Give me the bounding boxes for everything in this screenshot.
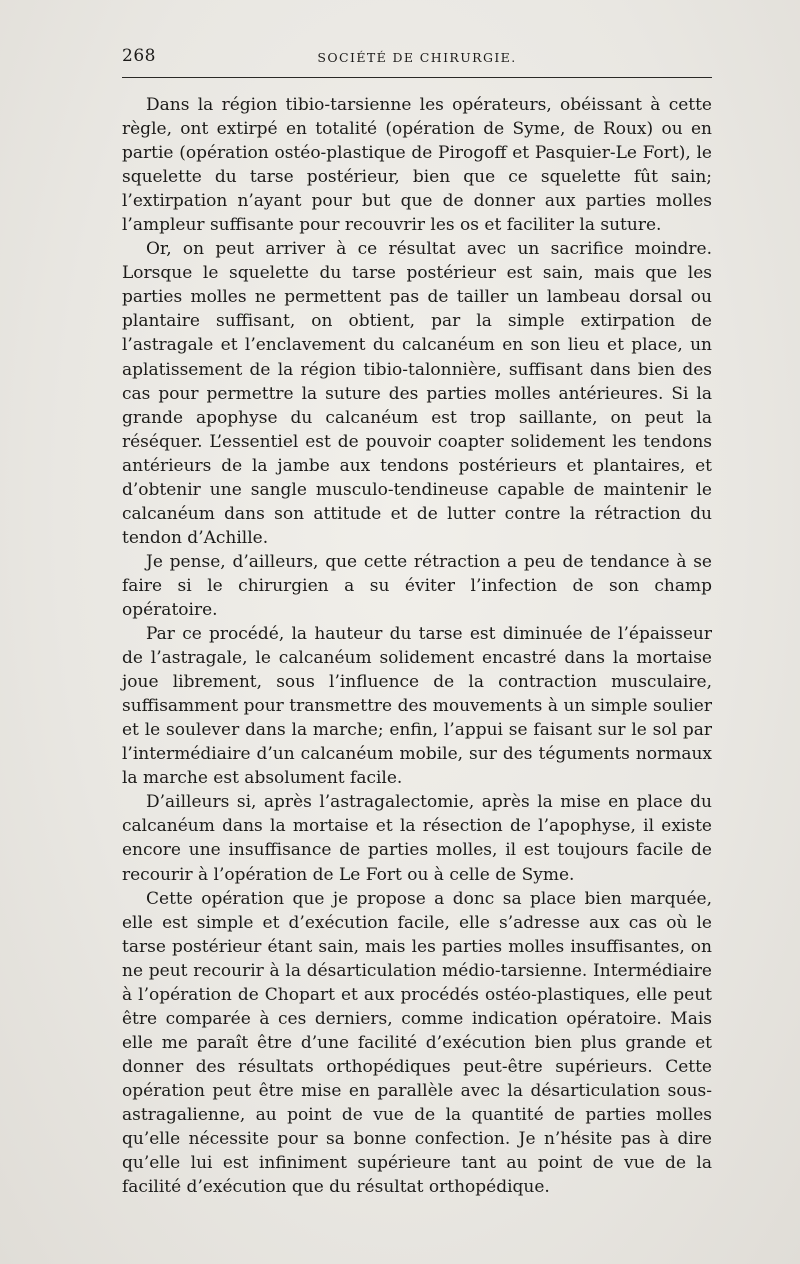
running-title: SOCIÉTÉ DE CHIRURGIE. bbox=[317, 50, 517, 65]
paragraph: Dans la région tibio-tarsienne les opérateurs, obéissant à cette règle, ont extirpé en totalité (opération de Syme, de Roux) ou en partie (opération ostéo-plastique de Pirogoff et Pasquier-Le Fort), le squelette du tarse postérieur, bien que ce squelette fût sain; l’extirpation n’ayant pour but que de donner aux parties molles l’ampleur suffisante pour recouvrir les os et faciliter la suture. bbox=[122, 95, 712, 236]
header-rule bbox=[122, 77, 712, 78]
running-head bbox=[122, 46, 712, 70]
paragraph: Je pense, d’ailleurs, que cette rétraction a peu de tendance à se faire si le chirurgien a su éviter l’infection de son champ opératoire. bbox=[122, 551, 712, 620]
paragraph: Par ce procédé, la hauteur du tarse est diminuée de l’épaisseur de l’astragale, le calcanéum solidement encastré dans la mortaise joue librement, sous l’influence de la contraction musculaire, suffisamment pour transmettre des mouvements à un simple soulier et le soulever dans la marche; enfin, l’appui se faisant sur le sol par l’intermédiaire d’un calcanéum mobile, sur des téguments normaux la marche est absolument facile. bbox=[122, 624, 712, 789]
paragraph: D’ailleurs si, après l’astragalectomie, après la mise en place du calcanéum dans la mortaise et la résection de l’apophyse, il existe encore une insuffisance de parties molles, il est toujours facile de recourir à l’opération de Le Fort ou à celle de Syme. bbox=[122, 792, 712, 885]
page-number: 268 bbox=[122, 46, 156, 66]
paragraph: Cette opération que je propose a donc sa place bien marquée, elle est simple et d’exécution facile, elle s’adresse aux cas où le tarse postérieur étant sain, mais les parties molles insuffisantes, on ne peut recourir à la désarticulation médio-tarsienne. Intermédiaire à l’opération de Chopart et aux procédés ostéo-plastiques, elle peut être comparée à ces derniers, comme indication opératoire. Mais elle me paraît être d’une facilité d’exécution bien plus grande et donner des résultats orthopédiques peut-être supérieurs. Cette opération peut être mise en parallèle avec la désarticulation sous-astragalienne, au point de vue de la quantité de parties molles qu’elle nécessite pour sa bonne confection. Je n’hésite pas à dire qu’elle lui est infiniment supérieure tant au point de vue de la facilité d’exécution que du résultat orthopédique. bbox=[122, 888, 712, 1198]
body-text bbox=[122, 93, 712, 1199]
paragraph: Or, on peut arriver à ce résultat avec un sacrifice moindre. Lorsque le squelette du tarse postérieur est sain, mais que les parties molles ne permettent pas de tailler un lambeau dorsal ou plantaire suffisant, on obtient, par la simple extirpation de l’astragale et l’enclavement du calcanéum en son lieu et place, un aplatissement de la région tibio-talonnière, suffisant dans bien des cas pour permettre la suture des parties molles antérieures. Si la grande apophyse du calcanéum est trop saillante, on peut la réséquer. L’essentiel est de pouvoir coapter solidement les tendons antérieurs de la jambe aux tendons postérieurs et plantaires, et d’obtenir une sangle musculo-tendineuse capable de maintenir le calcanéum dans son attitude et de lutter contre la rétraction du tendon d’Achille. bbox=[122, 239, 712, 548]
